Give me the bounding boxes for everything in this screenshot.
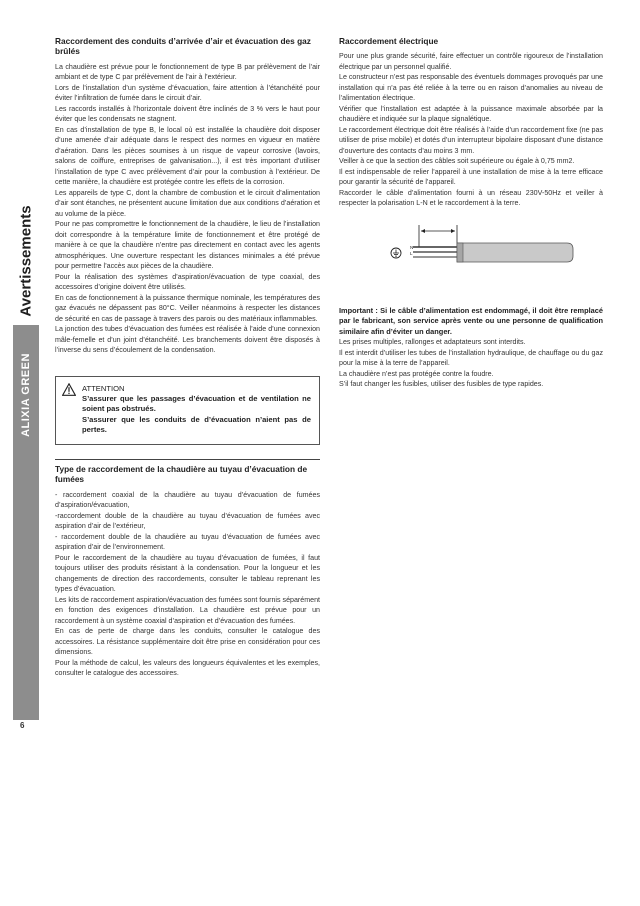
paragraph: Pour le raccordement de la chaudière au tuyau d’évacuation de fumées, il faut toujours utiliser des produits résistant à la condensation. Pour la longueur et les changements de direction des raccordements, consulter le tableau reprenant les types d’évacuation. [55, 553, 320, 594]
heading-connection-type: Type de raccordement de la chaudière au tuyau d’évacuation de fumées [55, 463, 308, 485]
paragraph: S’il faut changer les fusibles, utiliser des fusibles de type rapides. [339, 380, 544, 389]
label-n: N [410, 244, 414, 250]
paragraph: En cas de perte de charge dans les conduits, consulter le catalogue des accessoires. La résistance supplémentaire doit être prise en considération pour ces dimensions. [55, 627, 320, 657]
attention-line: S’assurer que les conduits de d’évacuation n’aient pas de pertes. [82, 414, 311, 435]
paragraph: Les prises multiples, rallonges et adaptateurs sont interdits. [339, 338, 526, 347]
paragraph: Le raccordement électrique doit être réalisés à l’aide d’un raccordement fixe (ne pas utiliser de prise mobile) et dotés d’un interrupteur bipolaire disposant d’une distance d’ouverture des contacts d’au moins 3 mm. [339, 125, 603, 155]
attention-line: S’assurer que les passages d’évacuation et de ventilation ne soient pas obstrués. [82, 393, 311, 414]
product-name: ALIXIA GREEN [20, 353, 32, 437]
heading-air-flue: Raccordement des conduits d’arrivée d’air et évacuation des gaz brûlés [55, 36, 311, 57]
paragraph: Les appareils de type C, dont la chambre de combustion et le circuit d’alimentation d’air sont étanches, ne présentent aucune limitation due aux conditions d’aération et au volume de la pièce. [55, 188, 320, 218]
section-title-text: Avertissements [17, 205, 35, 317]
attention-title: ATTENTION [82, 383, 125, 393]
paragraph: Les kits de raccordement aspiration/évacuation des fumées sont fournis séparément en fonction des exigences d’installation. La chaudière est prévue pour un raccordement à un système coaxial d’aspiration et d’évacuation des fumées. [55, 595, 320, 625]
attention-box [55, 376, 320, 445]
paragraph: Pour une plus grande sécurité, faire effectuer un contrôle rigoureux de l’installation électrique par un personnel qualifié. [339, 52, 603, 71]
paragraph: Il est interdit d’utiliser les tubes de l’installation hydraulique, de chauffage ou du gaz pour la mise à la terre de l’appareil. [339, 348, 603, 368]
paragraph: Veiller à ce que la section des câbles soit supérieure ou égale à 0,75 mm2. [339, 157, 575, 166]
paragraph: La chaudière est prévue pour le fonctionnement de type B par prélèvement de l’air ambiant et de type C par prélèvement de l’air à l’extérieur. [55, 62, 320, 82]
heading-electrical: Raccordement électrique [339, 36, 439, 46]
important-notice: Important : Si le câble d’alimentation est endommagé, il doit être remplacé par le fabricant, son service après vente ou une personne de qualification similaire afin d’éviter un danger. [339, 305, 603, 336]
paragraph: Pour ne pas compromettre le fonctionnement de la chaudière, le lieu de l’installation doit correspondre à la température limite de fonctionnement et être protégé de manière à ce que la chaudière n’entre pas directement en contact avec les agents atmosphériques. Une ouverture respectant les distances minimales a été prévue pour permettre l’accès aux pièces de la chaudière. [55, 220, 320, 271]
left-column [55, 36, 320, 679]
paragraph: Vérifier que l’installation est adaptée à la puissance maximale absorbée par la chaudière et indiquée sur la plaque signalétique. [339, 104, 603, 124]
label-l: L [410, 250, 413, 256]
paragraph: En cas de fonctionnement à la puissance thermique nominale, les températures des gaz évacués ne dépassent pas 80°C. Veiller néanmoins à respecter les distances de sécurité en cas de passage à travers des parois ou des matériaux inflammables. [55, 293, 320, 323]
cable-diagram [339, 217, 603, 277]
list-item: -raccordement double de la chaudière au tuyau d’évacuation de fumées avec aspiration d’air de l’extérieur, [55, 511, 320, 531]
warning-triangle-icon [62, 383, 76, 396]
right-column [339, 36, 603, 390]
section-title-vertical [14, 198, 38, 324]
paragraph: En cas d’installation de type B, le local où est installée la chaudière doit disposer d’une amenée d’air adéquate dans le respect des normes en vigueur en matière d’aération. Dans les pièces soumises à un risque de vapeur corrosive (lavoirs, salons de coiffure, entreprises de galvanisation...), il est très important d’utiliser l’installation de type C avec prélèvement d’air pour la combustion à l’extérieur. De cette manière, la chaudière est protégée contre les effets de la corrosion. [55, 125, 320, 187]
paragraph: La jonction des tubes d’évacuation des fumées est réalisée à l’aide d’une connexion mâle-femelle et d’un joint d’étanchéité. Les branchements doivent être disposés à l’inverse du sens d’écoulement de la condensation. [55, 325, 320, 355]
paragraph: Lors de l’installation d’un système d’évacuation, faire attention à l’étanchéité pour éviter l’infiltration de fumée dans le circuit d’air. [55, 83, 320, 103]
page-number: 6 [20, 721, 25, 730]
paragraph: Il est indispensable de relier l’appareil à une installation de mise à la terre efficace pour garantir la sécurité de l’appareil. [339, 167, 603, 187]
paragraph: Pour la méthode de calcul, les valeurs des longueurs équivalentes et les exemples, consulter le catalogue des accessoires. [55, 658, 320, 678]
product-band [13, 325, 39, 720]
section-divider [55, 459, 320, 460]
list-item: - raccordement double de la chaudière au tuyau d’évacuation de fumées avec aspiration d’air de l’environnement. [55, 532, 320, 552]
paragraph: Raccorder le câble d’alimentation fourni à un réseau 230V-50Hz et veiller à respecter la polarisation L-N et le raccordement à la terre. [339, 188, 603, 208]
earth-ground-icon [391, 248, 401, 258]
paragraph: La chaudière n’est pas protégée contre la foudre. [339, 369, 494, 378]
paragraph: Pour la réalisation des systèmes d’aspiration/évacuation de type coaxial, des accessoires d’origine doivent être utilisés. [55, 272, 320, 292]
paragraph: Le constructeur n’est pas responsable des éventuels dommages provoqués par une installation qui n’a pas été reliée à la terre ou en raison d’anomalies au niveau de l’alimentation électrique. [339, 73, 603, 103]
paragraph: Les raccords installés à l’horizontale doivent être inclinés de 3 % vers le haut pour éviter que les condensats ne stagnent. [55, 104, 320, 124]
list-item: - raccordement coaxial de la chaudière au tuyau d’évacuation de fumées d’aspiration/évacuation, [55, 490, 320, 510]
